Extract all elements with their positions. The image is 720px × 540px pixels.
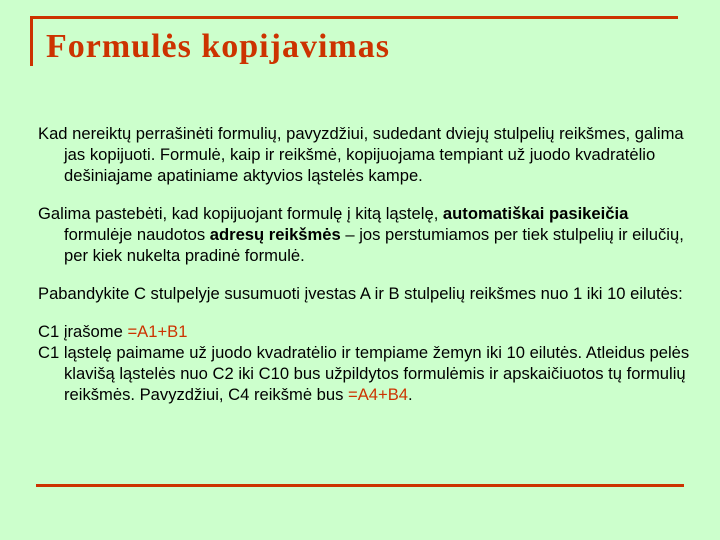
title-top-rule (30, 16, 678, 19)
bottom-rule (36, 484, 684, 487)
slide-body (38, 123, 690, 405)
slide-title: Formulės kopijavimas (46, 28, 390, 65)
paragraph-address-change (38, 203, 690, 266)
paragraph-text: formulėje naudotos (64, 225, 210, 244)
emphasis-auto-change: automatiškai pasikeičia (442, 204, 629, 223)
formula-c1: =A1+B1 (127, 322, 188, 341)
paragraph-text: C1 ląstelę paimame už juodo kvadratėlio ir tempiame žemyn iki 10 eilutės. Atleidus pelės klavišą ląstelės nuo C2 iki C10 bus užpildytos formulėmis ir apskaičiuotos tų formulių reikšmės. Pavyzdžiui, C4 reikšmė bus (38, 343, 690, 404)
paragraph-step-two (38, 342, 690, 405)
paragraph-copy-formula: Kad nereiktų perrašinėti formulių, pavyzdžiui, sudedant dviejų stulpelių reikšmes, galima jas kopijuoti. Formulė, kaip ir reikšmė, kopijuojama tempiant už juodo kvadratėlio dešiniajame apatiniame aktyvios ląstelės kampe. (38, 124, 684, 185)
paragraph-end: . (408, 385, 413, 404)
formula-c4: =A4+B4 (348, 385, 409, 404)
paragraph-text: Galima pastebėti, kad kopijuojant formulę į kitą ląstelę, (38, 204, 443, 223)
paragraph-text: C1 įrašome (38, 322, 128, 341)
emphasis-address-values: adresų reikšmės (209, 225, 341, 244)
paragraph-exercise: Pabandykite C stulpelyje susumuoti įvestas A ir B stulpelių reikšmes nuo 1 iki 10 eilutės: (38, 284, 683, 303)
paragraph-step-one (38, 321, 690, 342)
title-left-rule (30, 16, 33, 66)
paragraph-text: – jos perstumiamos per tiek stulpelių ir eilučių, per kiek nukelta pradinė formulė. (64, 225, 684, 265)
